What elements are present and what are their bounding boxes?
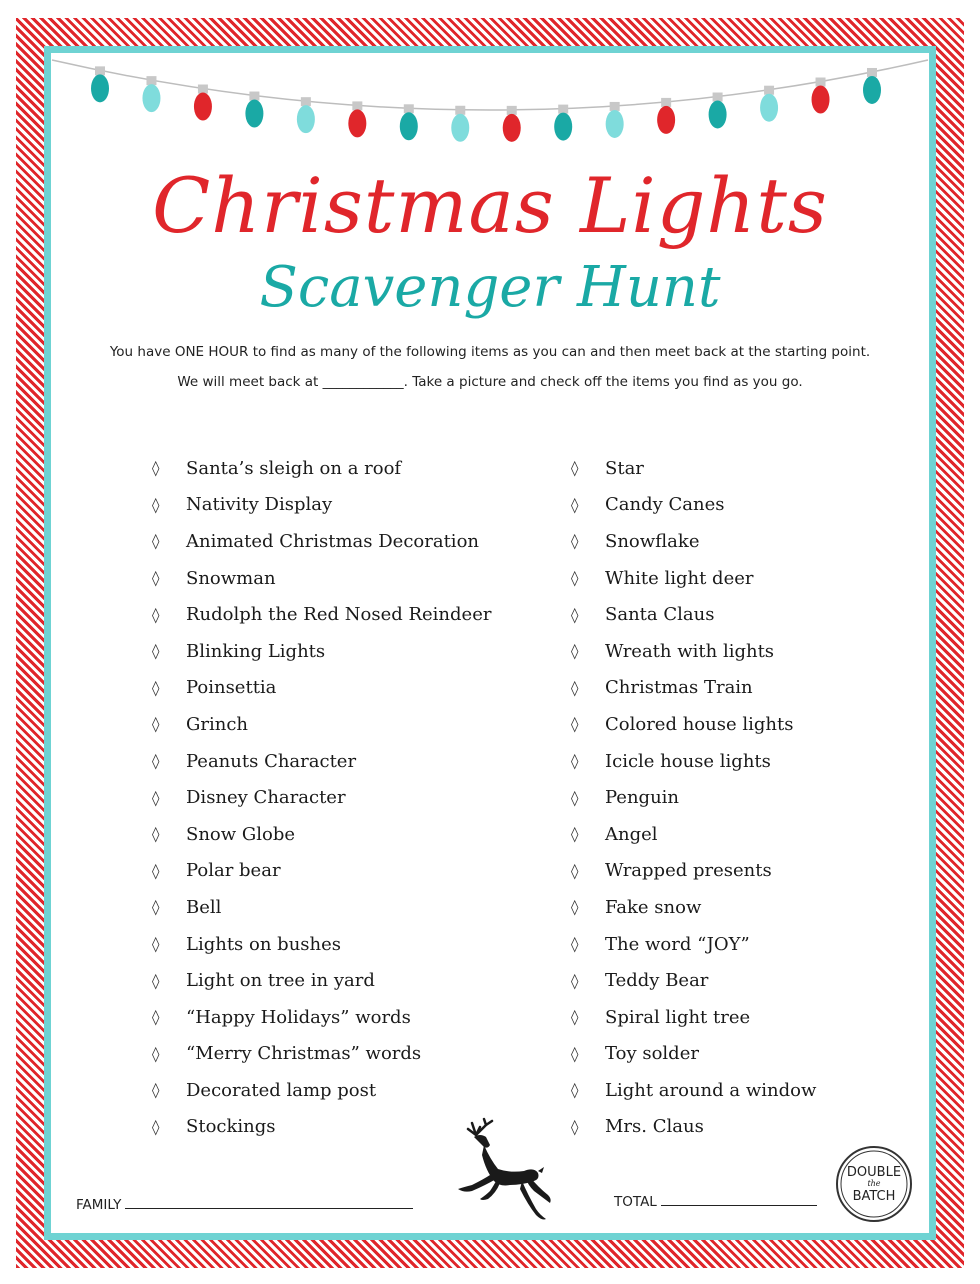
checklist-right xyxy=(571,450,816,1145)
checklist-item-label: Santa’s sleigh on a roof xyxy=(186,457,402,479)
title-graphic xyxy=(0,130,980,340)
checklist-item[interactable] xyxy=(571,596,816,633)
checklist-item[interactable] xyxy=(571,889,816,926)
light-bulb-icon xyxy=(245,100,263,128)
checklist-item[interactable] xyxy=(571,853,816,890)
bulb-cap xyxy=(764,86,774,95)
family-field[interactable] xyxy=(76,1196,413,1213)
bulb-cap xyxy=(352,101,362,110)
diamond-bullet-icon[interactable]: ◊ xyxy=(152,678,160,697)
diamond-bullet-icon[interactable]: ◊ xyxy=(571,788,579,807)
diamond-bullet-icon[interactable]: ◊ xyxy=(571,1008,579,1027)
logo-line-2: the xyxy=(867,1179,881,1188)
checklist-item-label: Colored house lights xyxy=(605,713,794,735)
checklist-item-label: Poinsettia xyxy=(186,677,277,699)
family-label: FAMILY xyxy=(76,1197,122,1213)
checklist-item[interactable] xyxy=(571,706,816,743)
bulb-cap xyxy=(404,104,414,113)
light-bulb-icon xyxy=(194,93,212,121)
instructions-line-2: We will meet back at ____________. Take a picture and check off the items you find as you go. xyxy=(177,374,803,390)
diamond-bullet-icon[interactable]: ◊ xyxy=(571,935,579,954)
checklist-item[interactable] xyxy=(152,560,491,597)
checklist-item[interactable] xyxy=(152,853,491,890)
checklist-item-label: Angel xyxy=(605,823,658,845)
bulb-cap xyxy=(816,78,826,87)
checklist-item-label: Fake snow xyxy=(605,896,702,918)
checklist-item-label: Wreath with lights xyxy=(605,640,775,662)
checklist-item-label: Snowflake xyxy=(605,530,700,552)
bulb-cap xyxy=(198,85,208,94)
checklist-item-label: Polar bear xyxy=(186,860,281,882)
bulb-cap xyxy=(661,98,671,107)
checklist-item[interactable] xyxy=(152,596,491,633)
diamond-bullet-icon[interactable]: ◊ xyxy=(571,861,579,880)
checklist-item-label: Animated Christmas Decoration xyxy=(186,530,479,552)
title-main: Christmas Lights xyxy=(152,161,828,250)
checklist-item-label: White light deer xyxy=(605,567,754,589)
diamond-bullet-icon[interactable]: ◊ xyxy=(152,752,160,771)
checklist-item[interactable] xyxy=(152,1109,491,1146)
checklist-item-label: Light around a window xyxy=(605,1079,817,1101)
diamond-bullet-icon[interactable]: ◊ xyxy=(571,825,579,844)
diamond-bullet-icon[interactable]: ◊ xyxy=(571,1117,579,1136)
diamond-bullet-icon[interactable]: ◊ xyxy=(571,569,579,588)
checklist-item-label: Grinch xyxy=(186,713,249,735)
checklist-item[interactable] xyxy=(571,999,816,1036)
light-bulb-icon xyxy=(760,94,778,122)
checklist-item[interactable] xyxy=(571,633,816,670)
diamond-bullet-icon[interactable]: ◊ xyxy=(571,605,579,624)
diamond-bullet-icon[interactable]: ◊ xyxy=(571,678,579,697)
diamond-bullet-icon[interactable]: ◊ xyxy=(571,1044,579,1063)
diamond-bullet-icon[interactable]: ◊ xyxy=(152,459,160,478)
bulb-cap xyxy=(610,102,620,111)
checklist-item[interactable] xyxy=(571,743,816,780)
diamond-bullet-icon[interactable]: ◊ xyxy=(152,825,160,844)
checklist-item-label: Decorated lamp post xyxy=(186,1079,377,1101)
family-blank-line[interactable] xyxy=(125,1196,413,1209)
checklist-item-label: Penguin xyxy=(605,787,680,809)
bulb-cap xyxy=(146,76,156,85)
checklist-item[interactable] xyxy=(571,926,816,963)
title-sub: Scavenger Hunt xyxy=(259,255,721,320)
checklist-item-label: “Happy Holidays” words xyxy=(186,1006,411,1028)
checklist-item[interactable] xyxy=(152,633,491,670)
diamond-bullet-icon[interactable]: ◊ xyxy=(152,1117,160,1136)
diamond-bullet-icon[interactable]: ◊ xyxy=(152,642,160,661)
light-bulb-icon xyxy=(709,100,727,128)
checklist-item-label: Mrs. Claus xyxy=(605,1116,704,1138)
checklist-item-label: Christmas Train xyxy=(605,677,753,699)
diamond-bullet-icon[interactable]: ◊ xyxy=(152,1081,160,1100)
bulb-cap xyxy=(713,92,723,101)
bulb-cap xyxy=(507,106,517,115)
checklist-item[interactable] xyxy=(571,450,816,487)
checklist-item-label: Snow Globe xyxy=(186,823,296,845)
checklist-item[interactable] xyxy=(152,1036,491,1073)
checklist-item-label: Stockings xyxy=(186,1116,276,1138)
checklist-item[interactable] xyxy=(152,1072,491,1109)
diamond-bullet-icon[interactable]: ◊ xyxy=(152,569,160,588)
checklist-left xyxy=(152,450,491,1145)
checklist-item-label: Star xyxy=(605,457,644,479)
bulb-cap xyxy=(867,68,877,77)
checklist-item[interactable] xyxy=(571,1109,816,1146)
checklist-item-label: The word “JOY” xyxy=(605,933,750,955)
checklist-item[interactable] xyxy=(152,816,491,853)
checklist-item[interactable] xyxy=(571,1036,816,1073)
checklist-item-label: Lights on bushes xyxy=(186,933,342,955)
checklist-item[interactable] xyxy=(152,706,491,743)
diamond-bullet-icon[interactable]: ◊ xyxy=(571,1081,579,1100)
light-bulb-icon xyxy=(142,84,160,112)
diamond-bullet-icon[interactable]: ◊ xyxy=(571,971,579,990)
diamond-bullet-icon[interactable]: ◊ xyxy=(571,532,579,551)
checklist-item[interactable] xyxy=(571,560,816,597)
checklist-item-label: Peanuts Character xyxy=(186,750,357,772)
diamond-bullet-icon[interactable]: ◊ xyxy=(571,715,579,734)
diamond-bullet-icon[interactable]: ◊ xyxy=(152,788,160,807)
checklist-item[interactable] xyxy=(571,523,816,560)
diamond-bullet-icon[interactable]: ◊ xyxy=(571,642,579,661)
diamond-bullet-icon[interactable]: ◊ xyxy=(152,935,160,954)
checklist-item[interactable] xyxy=(571,670,816,707)
diamond-bullet-icon[interactable]: ◊ xyxy=(571,459,579,478)
checklist-item[interactable] xyxy=(571,779,816,816)
checklist-item[interactable] xyxy=(152,889,491,926)
leaping-reindeer-icon xyxy=(450,1115,560,1225)
checklist-item-label: Rudolph the Red Nosed Reindeer xyxy=(186,604,492,626)
total-field[interactable] xyxy=(614,1193,817,1210)
checklist-item[interactable] xyxy=(571,816,816,853)
checklist-item[interactable] xyxy=(571,487,816,524)
checklist-item[interactable] xyxy=(152,962,491,999)
light-bulb-icon xyxy=(863,76,881,104)
diamond-bullet-icon[interactable]: ◊ xyxy=(152,495,160,514)
bulb-cap xyxy=(95,66,105,75)
light-bulb-icon xyxy=(297,105,315,133)
bulb-cap xyxy=(455,106,465,115)
bulb-cap xyxy=(249,92,259,101)
checklist-item[interactable] xyxy=(571,1072,816,1109)
checklist-item-label: Bell xyxy=(186,896,222,918)
double-the-batch-logo xyxy=(834,1144,914,1224)
checklist-item[interactable] xyxy=(152,999,491,1036)
checklist-item[interactable] xyxy=(152,450,491,487)
diamond-bullet-icon[interactable]: ◊ xyxy=(152,898,160,917)
logo-line-1: DOUBLE xyxy=(846,1165,902,1180)
diamond-bullet-icon[interactable]: ◊ xyxy=(152,532,160,551)
diamond-bullet-icon[interactable]: ◊ xyxy=(571,495,579,514)
checklist-item[interactable] xyxy=(152,743,491,780)
checklist-item[interactable] xyxy=(152,487,491,524)
total-label: TOTAL xyxy=(614,1194,657,1210)
total-blank-line[interactable] xyxy=(661,1193,817,1206)
checklist-item-label: Disney Character xyxy=(186,787,346,809)
bulb-cap xyxy=(301,97,311,106)
checklist-item[interactable] xyxy=(152,926,491,963)
checklist-item-label: Wrapped presents xyxy=(605,860,772,882)
diamond-bullet-icon[interactable]: ◊ xyxy=(152,971,160,990)
checklist-item-label: Santa Claus xyxy=(605,604,715,626)
checklist-item-label: Light on tree in yard xyxy=(186,970,375,992)
logo-line-3: BATCH xyxy=(852,1189,896,1204)
checklist-item-label: Spiral light tree xyxy=(605,1006,751,1028)
checklist-item-label: Teddy Bear xyxy=(605,970,709,992)
checklist-item-label: Snowman xyxy=(186,567,276,589)
checklist-item-label: Toy solder xyxy=(605,1043,699,1065)
checklist-item[interactable] xyxy=(152,779,491,816)
diamond-bullet-icon[interactable]: ◊ xyxy=(152,861,160,880)
checklist-item-label: “Merry Christmas” words xyxy=(186,1043,422,1065)
light-bulb-icon xyxy=(812,86,830,114)
diamond-bullet-icon[interactable]: ◊ xyxy=(571,898,579,917)
diamond-bullet-icon[interactable]: ◊ xyxy=(152,715,160,734)
instructions-line-1: You have ONE HOUR to find as many of the following items as you can and then meet back at the starting point. xyxy=(109,344,871,360)
checklist-item-label: Blinking Lights xyxy=(186,640,326,662)
light-bulb-icon xyxy=(91,74,109,102)
checklist-item-label: Candy Canes xyxy=(605,494,725,516)
checklist-item[interactable] xyxy=(152,670,491,707)
checklist-item-label: Icicle house lights xyxy=(605,750,771,772)
checklist-item[interactable] xyxy=(152,523,491,560)
diamond-bullet-icon[interactable]: ◊ xyxy=(152,1044,160,1063)
checklist-item[interactable] xyxy=(571,962,816,999)
diamond-bullet-icon[interactable]: ◊ xyxy=(571,752,579,771)
checklist-item-label: Nativity Display xyxy=(186,494,333,516)
diamond-bullet-icon[interactable]: ◊ xyxy=(152,1008,160,1027)
bulb-cap xyxy=(558,105,568,114)
diamond-bullet-icon[interactable]: ◊ xyxy=(152,605,160,624)
